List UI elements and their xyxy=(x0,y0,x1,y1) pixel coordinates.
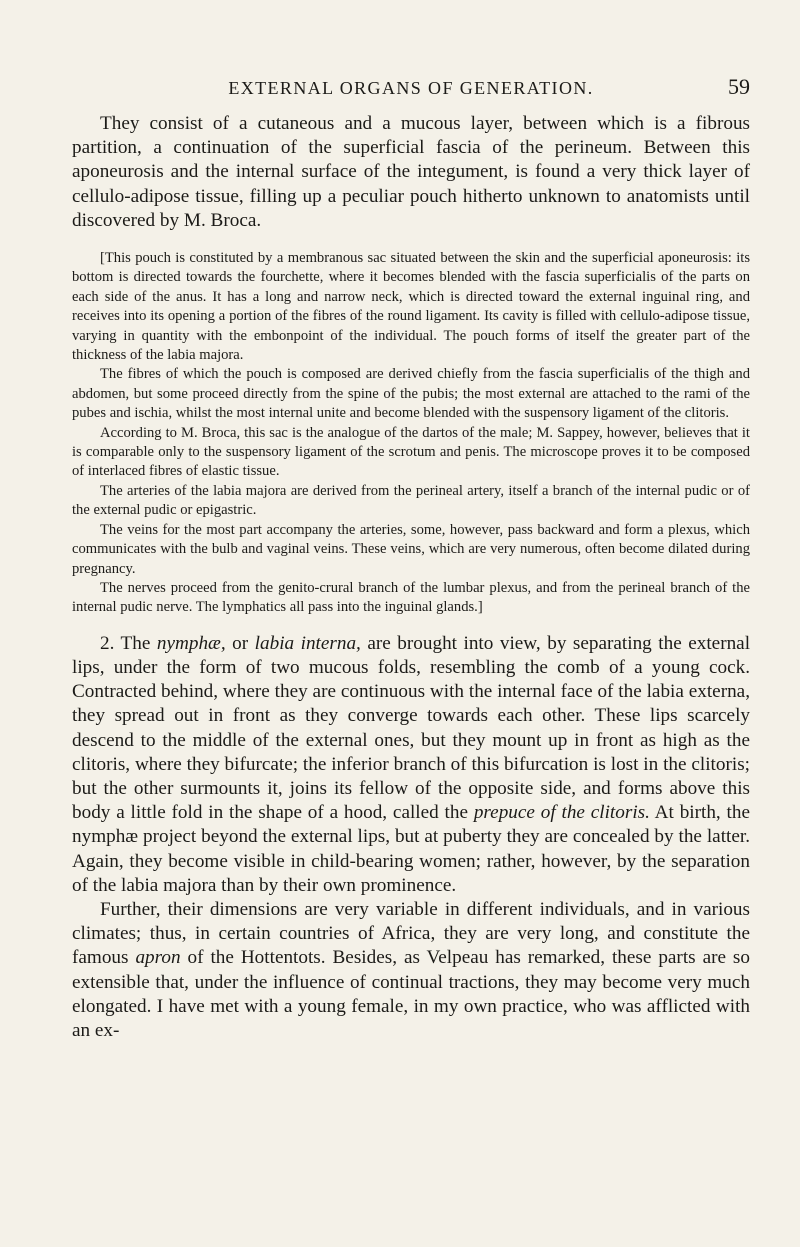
nymphae-section xyxy=(72,632,750,1043)
nymphae-lead: 2. The xyxy=(100,632,157,654)
term-apron: apron xyxy=(135,947,181,969)
intro-section xyxy=(72,112,750,233)
nymphae-body-2: At birth, the nymphæ project beyond the external lips, but at puberty they are concealed by the latter. Again, they become visible in child-bearing women; rather, however, by the separation of the labia majora than by their own prominence. xyxy=(72,802,750,896)
note-paragraph-pouch: [This pouch is constituted by a membranous sac situated between the skin and the superficial aponeurosis: its bottom is directed towards the fourchette, where it becomes blended with the fascia superficialis of the parts on each side of the anus. It has a long and narrow neck, which is directed toward the external inguinal ring, and receives into its opening a portion of the fibres of the round ligament. Its cavity is filled with cellulo-adipose tissue, varying in quantity with the embonpoint of the individual. The pouch forms of itself the greater part of the thickness of the labia majora. xyxy=(72,250,750,364)
term-nymphae: nymphæ, xyxy=(156,632,226,654)
page-number: 59 xyxy=(728,74,750,99)
term-labia-interna: labia interna, xyxy=(254,632,361,654)
page-body xyxy=(72,112,750,1043)
dimensions-body-1: Further, their dimensions are very variable in different individuals, and in various climates; thus, in certain countries of Africa, they are very long, and constitute the famous xyxy=(72,898,750,969)
nymphae-paragraph xyxy=(72,632,750,898)
note-paragraph-veins: The veins for the most part accompany the arteries, some, however, pass backward and form a plexus, which communicates with the bulb and vaginal veins. These veins, which are very numerous, often become dilated during pregnancy. xyxy=(72,521,750,577)
running-header xyxy=(72,72,750,98)
running-title: EXTERNAL ORGANS OF GENERATION. xyxy=(228,78,594,98)
term-prepuce: prepuce of the clitoris. xyxy=(473,802,650,824)
note-paragraph-broca: According to M. Broca, this sac is the analogue of the dartos of the male; M. Sappey, however, believes that it is comparable only to the suspensory ligament of the scrotum and penis. The microscope proves it to be composed of interlaced fibres of elastic tissue. xyxy=(72,424,750,480)
nymphae-body-1: are brought into view, by separating the external lips, under the form of two mucous folds, resembling the comb of a young cock. Contracted behind, where they are continuous with the internal face of the labia externa, they spread out in front as they converge towards each other. These lips scarcely descend to the middle of the external ones, but they mount up in front as high as the clitoris, where they bifurcate; the inferior branch of this bifurcation is lost in the clitoris; but the other surmounts it, joins its fellow of the opposite side, and forms above this body a little fold in the shape of a hood, called the xyxy=(72,632,751,824)
bracketed-note xyxy=(72,249,750,618)
note-paragraph-arteries: The arteries of the labia majora are derived from the perineal artery, itself a branch of the internal pudic or of the external pudic or epigastric. xyxy=(72,482,750,519)
dimensions-body-2: of the Hottentots. Besides, as Velpeau has remarked, these parts are so extensible that, under the influence of continual tractions, they may become very much elongated. I have met with a young female, in my own practice, who was afflicted with an ex- xyxy=(72,947,750,1041)
dimensions-paragraph xyxy=(72,898,750,1043)
note-paragraph-fibres: The fibres of which the pouch is composed are derived chiefly from the fascia superficialis of the thigh and abdomen, but some proceed directly from the spine of the pubis; the most external are attached to the rami of the pubes and ischia, whilst the most internal unite and become blended with the suspensory ligament of the clitoris. xyxy=(72,366,750,422)
book-page xyxy=(72,0,750,1247)
intro-paragraph: They consist of a cutaneous and a mucous layer, between which is a fibrous partition, a continuation of the superficial fascia of the perineum. Between this aponeurosis and the internal surface of the integument, is found a very thick layer of cellulo-adipose tissue, filling up a peculiar pouch hitherto unknown to anatomists until discovered by M. Broca. xyxy=(72,113,750,231)
nymphae-mid: or xyxy=(225,632,255,654)
note-paragraph-nerves: The nerves proceed from the genito-crural branch of the lumbar plexus, and from the perineal branch of the internal pudic nerve. The lymphatics all pass into the inguinal glands.] xyxy=(72,579,750,616)
